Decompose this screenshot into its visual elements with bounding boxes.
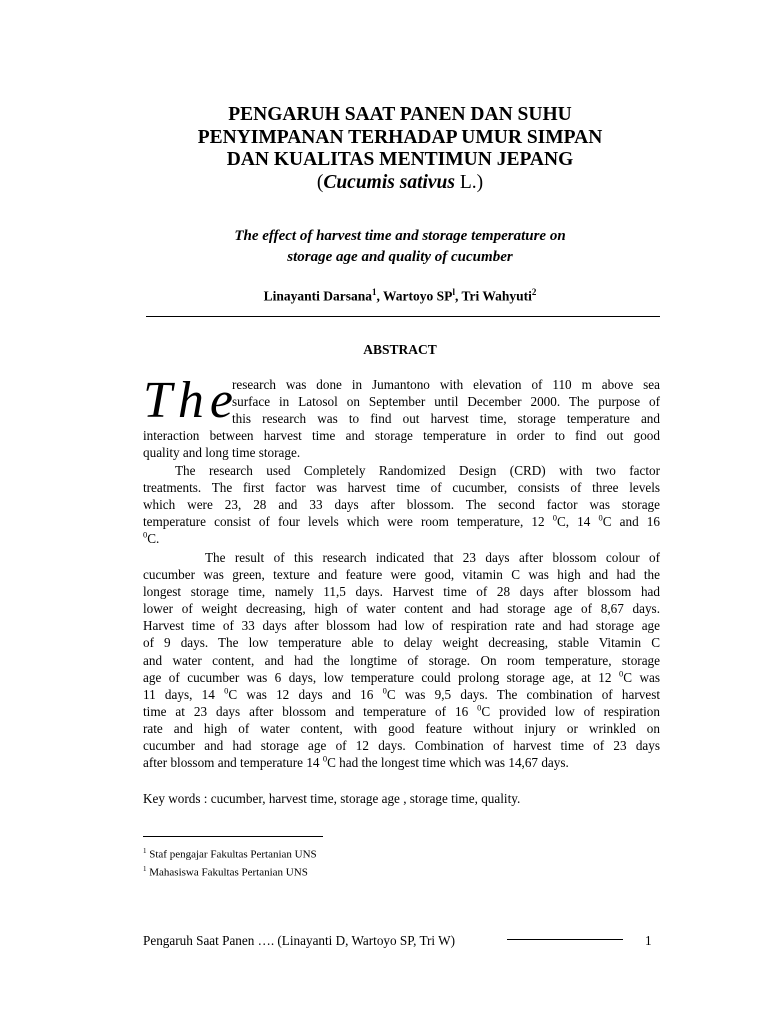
- footnotes: [143, 844, 317, 879]
- abstract-heading: ABSTRACT: [363, 342, 437, 357]
- abstract-paragraph-3: The result of this research indicated that 23 days after blossom colour of cucumber was green, texture and feature were good, vitamin C was high and had the longest storage time, namely 11,5 days. Harvest time of 28 days after blossom had lower of weight decreasing, high of water content and had storage age of 8,67 days. Harvest time of 33 days after blossom had low of respiration rate and had storage age of 9 days. The low temperature able to delay weight decreasing, stable Vitamin C and water content, and had the longtime of storage. On room temperature, storage age of cucumber was 6 days, low temperature could prolong storage age, at 12 $^0$C was 11 days, 14 $^0$C was 12 days and 16 $^0$C was 9,5 days. The combination of harvest time at 23 days after blossom and temperature of 16 $^0$C provided low of respiration rate and high of water content, with good feature without injury or wrinkled on cucumber and had storage age of 12 days. Combination of harvest time of 23 days after blossom and temperature 14 $^0$C had the longest time which was 14,67 days.: [143, 550, 661, 771]
- title-line-3: DAN KUALITAS MENTIMUN JEPANG: [226, 149, 574, 170]
- abstract-paragraph-1-end: interaction between harvest time and storage temperature in order to find out good quality and long time storage.: [143, 428, 660, 461]
- abstract-paragraph-1-start: research was done in Jumantono with elevation of 110 m above sea surface in Latosol on September until December 2000. The purpose of this research was to find out harvest time, storage temperature and: [232, 377, 660, 427]
- running-footer: Pengaruh Saat Panen …. (Linayanti D, Wartoyo SP, Tri W): [143, 933, 455, 948]
- title-latin-name: (Cucumis sativus L.): [316, 171, 484, 193]
- abstract-paragraph-2: The research used Completely Randomized Design (CRD) with two factor treatments. The first factor was harvest time of cucumber, consists of three levels which were 23, 28 and 33 days after blossom. The second factor was storage temperature consist of four levels which were room temperature, 12 $^0$C, 14 $^0$C and 16 $^0$C.: [143, 463, 660, 547]
- paper-title: [100, 104, 700, 194]
- footnote-2: $^1$ Mahasiswa Fakultas Pertanian UNS: [143, 864, 308, 879]
- footer-rule: [507, 939, 623, 940]
- title-line-1: PENGARUH SAAT PANEN DAN SUHU: [228, 104, 572, 125]
- page-number: 1: [645, 933, 652, 948]
- english-title-line-2: storage age and quality of cucumber: [287, 249, 513, 265]
- english-title-line-1: The effect of harvest time and storage temperature on: [234, 228, 566, 244]
- footnote-1: $^1$ Staf pengajar Fakultas Pertanian UNS: [143, 847, 317, 861]
- title-line-2: PENYIMPANAN TERHADAP UMUR SIMPAN: [197, 126, 603, 148]
- author-list: Linayanti Darsana$^1$, Wartoyo $SP^l$, Tri Wahyuti$^2$: [263, 287, 537, 304]
- keywords: Key words : cucumber, harvest time, storage age , storage time, quality.: [143, 791, 521, 806]
- header-divider: [146, 316, 660, 317]
- footnote-divider: [143, 836, 323, 837]
- english-title: [120, 226, 680, 268]
- drop-cap: The: [143, 372, 239, 429]
